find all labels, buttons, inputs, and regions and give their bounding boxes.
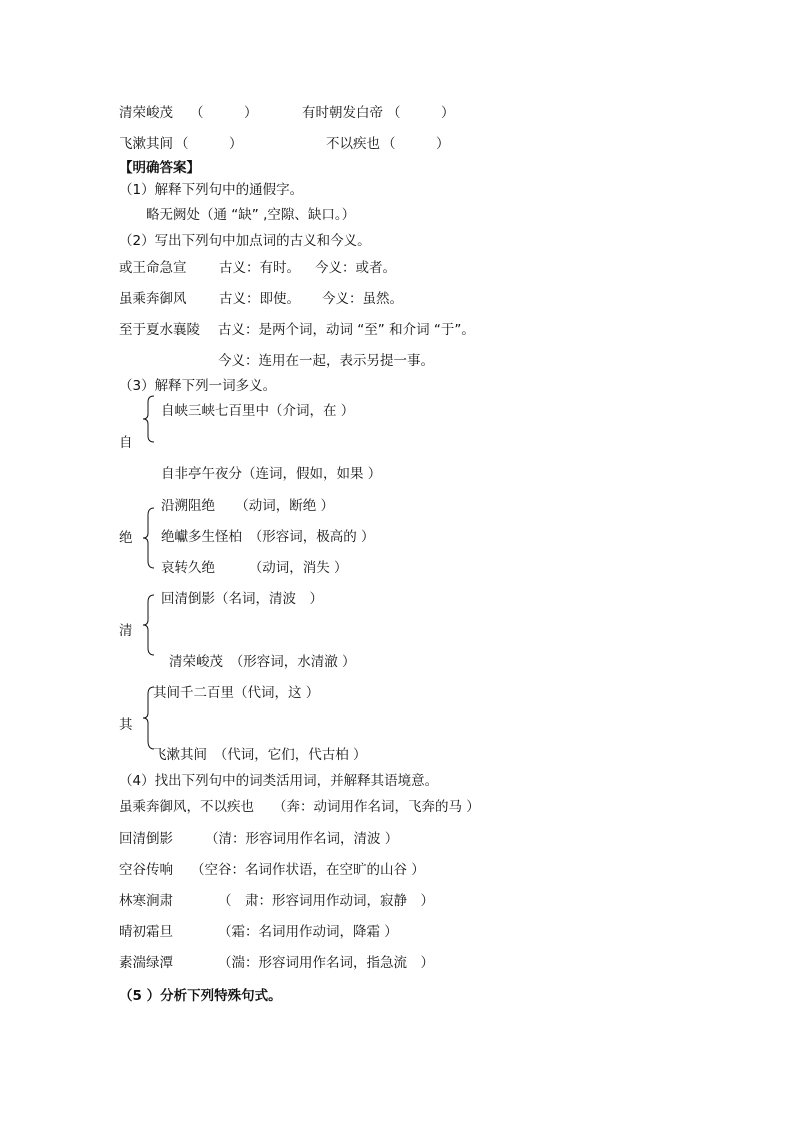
s4-row-1-note: （奔：动词用作名词，飞奔的马 ） [273, 799, 480, 815]
s3-group-3-item-1: 回清倒影（名词，清波 ） [161, 591, 323, 607]
top-row-2-right-blank: （ ） [382, 136, 450, 152]
s3-group-2-item-1: 沿溯阻绝 （动词，断绝 ） [161, 498, 335, 514]
s4-row-5-phrase: 晴初霜旦 [119, 924, 173, 940]
top-row-2-left-blank: （ ） [175, 136, 243, 152]
answer-heading: 【明确答案】 [119, 160, 200, 176]
s2-row-2-phrase: 虽乘奔御风 [119, 291, 187, 307]
s3-group-2-item-2: 绝巘多生怪柏 （形容词，极高的 ） [161, 529, 375, 545]
section-1-title: （1）解释下列句中的通假字。 [119, 182, 304, 198]
top-row-1-right-blank: （ ） [387, 105, 455, 121]
s4-row-3-phrase: 空谷传响 [119, 862, 173, 878]
top-row-1-right: 有时朝发白帝 [302, 105, 383, 121]
s3-group-2-item-3: 哀转久绝 （动词，消失 ） [161, 560, 348, 576]
section-5-title: （5 ）分析下列特殊句式。 [119, 988, 282, 1004]
section-3-title: （3）解释下列一词多义。 [119, 378, 277, 394]
s3-group-4-char: 其 [119, 717, 133, 733]
section-1-item: 略无阙处（通 “缺” ,空隙、缺口。） [146, 207, 356, 223]
s3-group-3-char: 清 [119, 623, 133, 639]
s2-row-3-jin: 今义：连用在一起，表示另提一事。 [218, 353, 434, 369]
s4-row-3-note: （空谷：名词作状语，在空旷的山谷 ） [191, 862, 425, 878]
s3-group-2-brace [142, 507, 156, 569]
top-row-1-left: 清荣峻茂 [119, 105, 173, 121]
s4-row-2-note: （清：形容词用作名词，清波 ） [205, 831, 399, 847]
s2-row-1-phrase: 或王命急宣 [119, 260, 187, 276]
s4-row-1-phrase: 虽乘奔御风，不以疾也 [119, 799, 254, 815]
s2-row-2-jin: 今义：虽然。 [322, 291, 403, 307]
s3-group-3-item-2: 清荣峻茂 （形容词，水清澈 ） [169, 654, 356, 670]
s3-group-1-brace [142, 395, 156, 443]
s3-group-1-item-1: 自峡三峡七百里中（介词，在 ） [161, 403, 355, 419]
s3-group-4-item-2: 飞漱其间 （代词，它们，代古柏 ） [153, 747, 367, 763]
s2-row-3-phrase: 至于夏水襄陵 [119, 322, 200, 338]
s4-row-5-note: （霜：名词用作动词，降霜 ） [218, 924, 398, 940]
s3-group-4-item-1: 其间千二百里（代词，这 ） [153, 685, 320, 701]
s4-row-4-note: （ 肃：形容词用作动词，寂静 ） [218, 893, 434, 909]
s4-row-6-note: （湍：形容词用作名词，指急流 ） [218, 955, 434, 971]
s3-group-2-char: 绝 [119, 530, 133, 546]
top-row-1-left-blank: （ ） [190, 105, 258, 121]
s4-row-6-phrase: 素湍绿潭 [119, 955, 173, 971]
s3-group-1-item-2: 自非亭午夜分（连词，假如，如果 ） [161, 466, 382, 482]
top-row-2-left: 飞漱其间 [119, 136, 173, 152]
s3-group-3-brace [142, 594, 156, 656]
section-4-title: （4）找出下列句中的词类活用词，并解释其语境意。 [119, 773, 439, 789]
s2-row-3-gu: 古义：是两个词，动词 “至” 和介词 “于”。 [218, 322, 475, 338]
top-row-2-right: 不以疾也 [326, 136, 380, 152]
s2-row-1-gu: 古义：有时。 [219, 260, 300, 276]
s4-row-4-phrase: 林寒涧肃 [119, 893, 173, 909]
s4-row-2-phrase: 回清倒影 [119, 831, 173, 847]
s2-row-2-gu: 古义：即使。 [219, 291, 300, 307]
s2-row-1-jin: 今义：或者。 [315, 260, 396, 276]
s3-group-1-char: 自 [119, 435, 133, 451]
section-2-title: （2）写出下列句中加点词的古义和今义。 [119, 233, 371, 249]
